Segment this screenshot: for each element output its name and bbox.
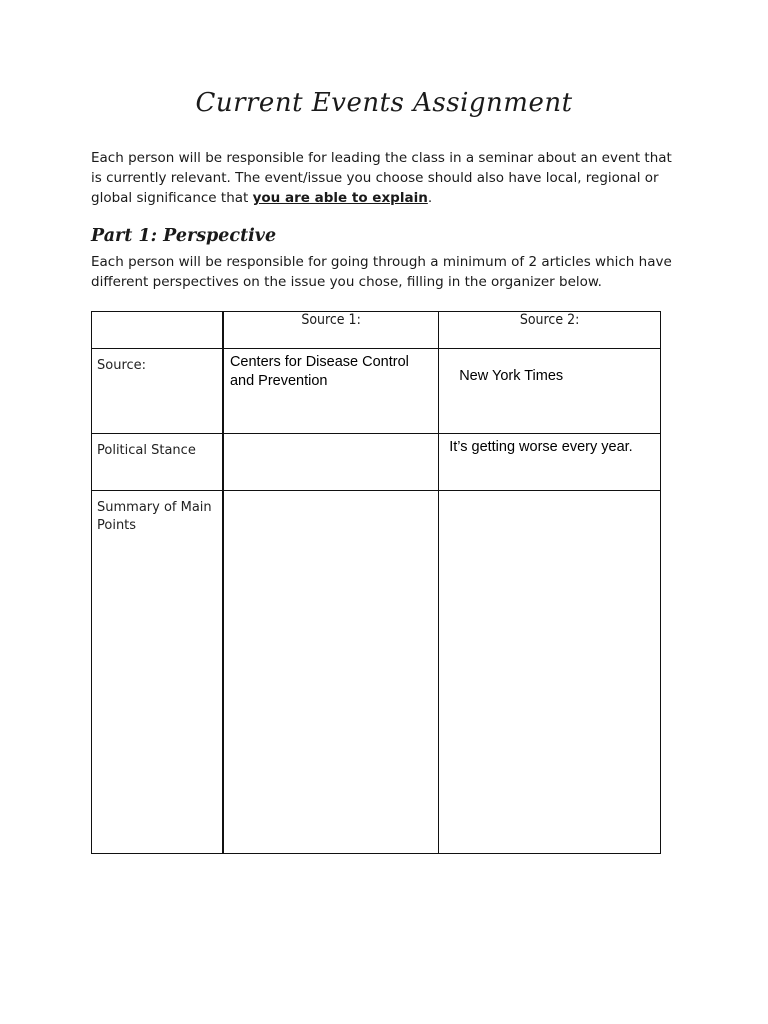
source1-stance-field[interactable] (223, 434, 439, 491)
source1-summary-field[interactable] (223, 491, 439, 854)
table-row (92, 491, 661, 854)
table-row (92, 434, 661, 491)
header-source-2: Source 2: (439, 312, 661, 349)
intro-emphasis: you are able to explain (252, 190, 428, 206)
table-row (92, 349, 661, 434)
header-source-1: Source 1: (223, 312, 439, 349)
header-empty-cell (92, 312, 223, 349)
part1-heading: Part 1: Perspective (91, 226, 277, 246)
source2-summary-field[interactable] (439, 491, 661, 854)
row-label-political-stance: Political Stance (92, 434, 223, 491)
intro-text: Each person will be responsible for leading the class in a seminar about an event that is currently relevant. The event/issue you choose should also have local, regional or global significance that (91, 150, 672, 206)
part1-instructions: Each person will be responsible for going through a minimum of 2 articles which have different perspectives on the issue you chose, filling in the organizer below. (91, 254, 672, 290)
source1-name-field[interactable]: Centers for Disease Control and Prevention (223, 349, 439, 434)
intro-end: . (427, 190, 433, 206)
source2-name-field[interactable]: New York Times (439, 349, 661, 434)
row-label-summary: Summary of Main Points (92, 491, 223, 854)
intro-paragraph (91, 148, 681, 208)
page-title: Current Events Assignment (195, 88, 573, 118)
organizer-table (91, 311, 661, 854)
organizer-header-row (92, 312, 661, 349)
row-label-source: Source: (92, 349, 223, 434)
source2-stance-field[interactable]: It’s getting worse every year. (439, 434, 661, 491)
